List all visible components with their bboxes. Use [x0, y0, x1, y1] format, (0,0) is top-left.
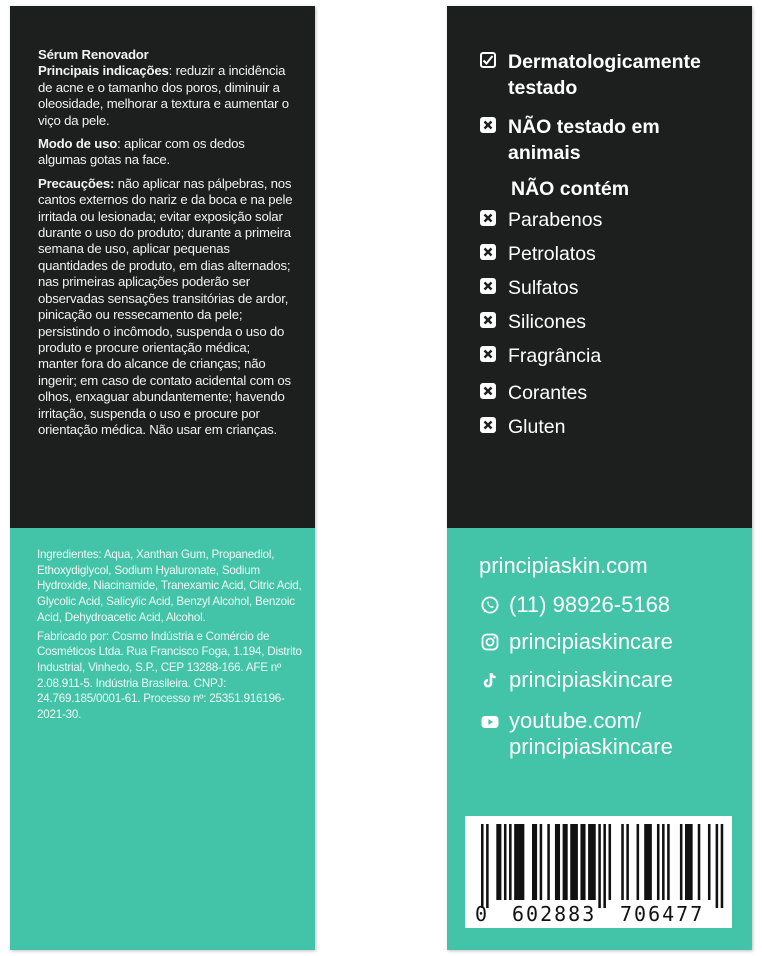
- barcode-bar: [504, 824, 507, 900]
- usage-label: Modo de uso: [38, 136, 118, 152]
- barcode-bar: [547, 824, 550, 900]
- barcode-bar: [657, 824, 660, 900]
- free-from-item: [480, 241, 596, 267]
- tiktok-contact[interactable]: [480, 666, 673, 694]
- youtube-url-line-1: youtube.com/: [509, 708, 642, 733]
- claim-2-line-2: animais: [508, 142, 581, 164]
- checkbox-x-icon: [480, 210, 496, 226]
- whatsapp-number: (11) 98926-5168: [509, 592, 671, 617]
- claim-1-line-2: testado: [508, 77, 578, 99]
- box-left-side-panel: [10, 6, 315, 950]
- barcode-bar: [555, 824, 560, 900]
- barcode-bar: [667, 824, 670, 900]
- barcode-bar: [626, 824, 629, 900]
- whatsapp-contact[interactable]: [480, 591, 670, 619]
- barcode-bar: [680, 824, 683, 900]
- barcode-bar: [698, 824, 701, 900]
- barcode-bar: [621, 824, 624, 900]
- precautions-text: não aplicar nas pálpebras, nos cantos externos do nariz e da boca e na pele irritada ou lesionada; evitar exposição solar durante o uso do produto; durante a primeira semana de uso, aplicar pequenas quantidades de produto, em dias alternados; nas primeiras aplicações poderão ser observadas sensações transitórias de ardor, pinicação ou ressecamento da pele; persistindo o incômodo, suspenda o uso do produto e procure orientação médica; manter fora do alcance de crianças; não ingerir; em caso de contato acidental com os olhos, enxaguar abundantemente; havendo irritação, suspenda o uso e procure por orientação médica. Não usar em crianças.: [38, 175, 293, 437]
- barcode-bar: [570, 824, 578, 900]
- free-from-label: Petrolatos: [508, 243, 596, 265]
- barcode-bar: [609, 824, 612, 900]
- tiktok-icon: [480, 670, 500, 690]
- checkbox-check-icon: [480, 52, 496, 68]
- barcode-bar: [603, 824, 606, 908]
- checkbox-x-icon: [480, 244, 496, 260]
- checkbox-x-icon: [480, 417, 496, 433]
- barcode-bar: [588, 824, 596, 900]
- barcode-bar: [486, 824, 489, 908]
- instagram-contact[interactable]: [480, 628, 673, 656]
- precautions-label: Precauções:: [38, 175, 115, 191]
- free-from-label: Silicones: [508, 311, 587, 333]
- free-from-label: Fragrância: [508, 345, 602, 367]
- product-name: Sérum Renovador: [38, 47, 149, 62]
- instagram-handle: principiaskincare: [509, 629, 673, 654]
- free-from-item: [480, 380, 587, 406]
- barcode-digits-right: 706477: [620, 902, 705, 926]
- instagram-icon: [480, 632, 500, 652]
- barcode-digits-left: 602883: [512, 902, 597, 926]
- free-from-label: Corantes: [508, 382, 588, 404]
- free-from-item: [480, 309, 586, 335]
- checkbox-x-icon: [480, 346, 496, 362]
- free-from-item: [480, 414, 565, 440]
- barcode-bar: [721, 824, 724, 908]
- youtube-contact[interactable]: [480, 708, 673, 760]
- barcode-bar: [685, 824, 693, 900]
- barcode-bar: [563, 824, 568, 900]
- youtube-icon: [480, 712, 500, 732]
- barcode-bar: [580, 824, 585, 900]
- free-from-heading: NÃO contém: [511, 178, 630, 200]
- manufacturer-text: Fabricado por: Cosmo Indústria e Comércio de Cosméticos Ltda. Rua Francisco Foga, 1.194, Distrito Industrial, Vinhedo, S.P., CEP 13288-166. AFE nº 2.08.911-5. Indústria Brasileira. CNPJ: 24.769.185/0001-61. Processo nº: 25351.916196-2021-30.: [37, 629, 302, 722]
- indications-text: : reduzir a incidência de acne e o tamanho dos poros, diminuir a oleosidade, melhorar a textura e aumentar o viço da pele.: [38, 63, 289, 128]
- checkbox-x-icon: [480, 312, 496, 328]
- indications-label: Principais indicações: [38, 63, 169, 79]
- free-from-item: [480, 275, 578, 301]
- barcode-bar: [532, 824, 537, 900]
- barcode-bar: [540, 824, 543, 900]
- barcode-bar: [496, 824, 501, 900]
- free-from-item: [480, 343, 601, 369]
- free-from-label: Sulfatos: [508, 277, 579, 299]
- box-right-side-panel: [447, 6, 752, 950]
- barcode-bar: [637, 824, 640, 900]
- product-description: [38, 47, 293, 445]
- barcode-bar: [481, 824, 484, 908]
- tiktok-handle: principiaskincare: [509, 667, 673, 692]
- barcode-bar: [514, 824, 524, 900]
- ingredients-block: [37, 547, 302, 726]
- barcode-bar: [509, 824, 512, 900]
- youtube-url-line-2: principiaskincare: [509, 734, 673, 759]
- free-from-label: Parabenos: [508, 209, 603, 231]
- checkbox-x-icon: [480, 117, 496, 133]
- barcode-bar: [644, 824, 652, 900]
- ingredients-text: Ingredientes: Aqua, Xanthan Gum, Propanediol, Ethoxydiglycol, Sodium Hyaluronate, Sodium Hydroxide, Niacinamide, Tranexamic Acid, Citric Acid, Glycolic Acid, Salicylic Acid, Benzyl Alcohol, Benzoic Acid, Dehydroacetic Acid, Alcohol.: [37, 548, 302, 624]
- claim-dermatologically-tested: [480, 49, 701, 101]
- usage-text: : aplicar com os dedos algumas gotas na face.: [38, 136, 245, 168]
- barcode-digit-system: 0: [475, 902, 490, 926]
- barcode: [465, 816, 732, 928]
- claim-2-line-1: NÃO testado em: [508, 116, 660, 138]
- checkbox-x-icon: [480, 278, 496, 294]
- checkbox-x-icon: [480, 383, 496, 399]
- free-from-item: [480, 207, 602, 233]
- barcode-bar: [708, 824, 711, 900]
- barcode-bar: [662, 824, 665, 900]
- whatsapp-icon: [480, 595, 500, 615]
- claim-not-tested-on-animals: [480, 114, 660, 166]
- website-link[interactable]: principiaskin.com: [479, 553, 648, 578]
- barcode-bar: [716, 824, 719, 908]
- claim-1-line-1: Dermatologicamente: [508, 51, 701, 73]
- barcode-bar: [598, 824, 601, 908]
- free-from-label: Gluten: [508, 416, 566, 438]
